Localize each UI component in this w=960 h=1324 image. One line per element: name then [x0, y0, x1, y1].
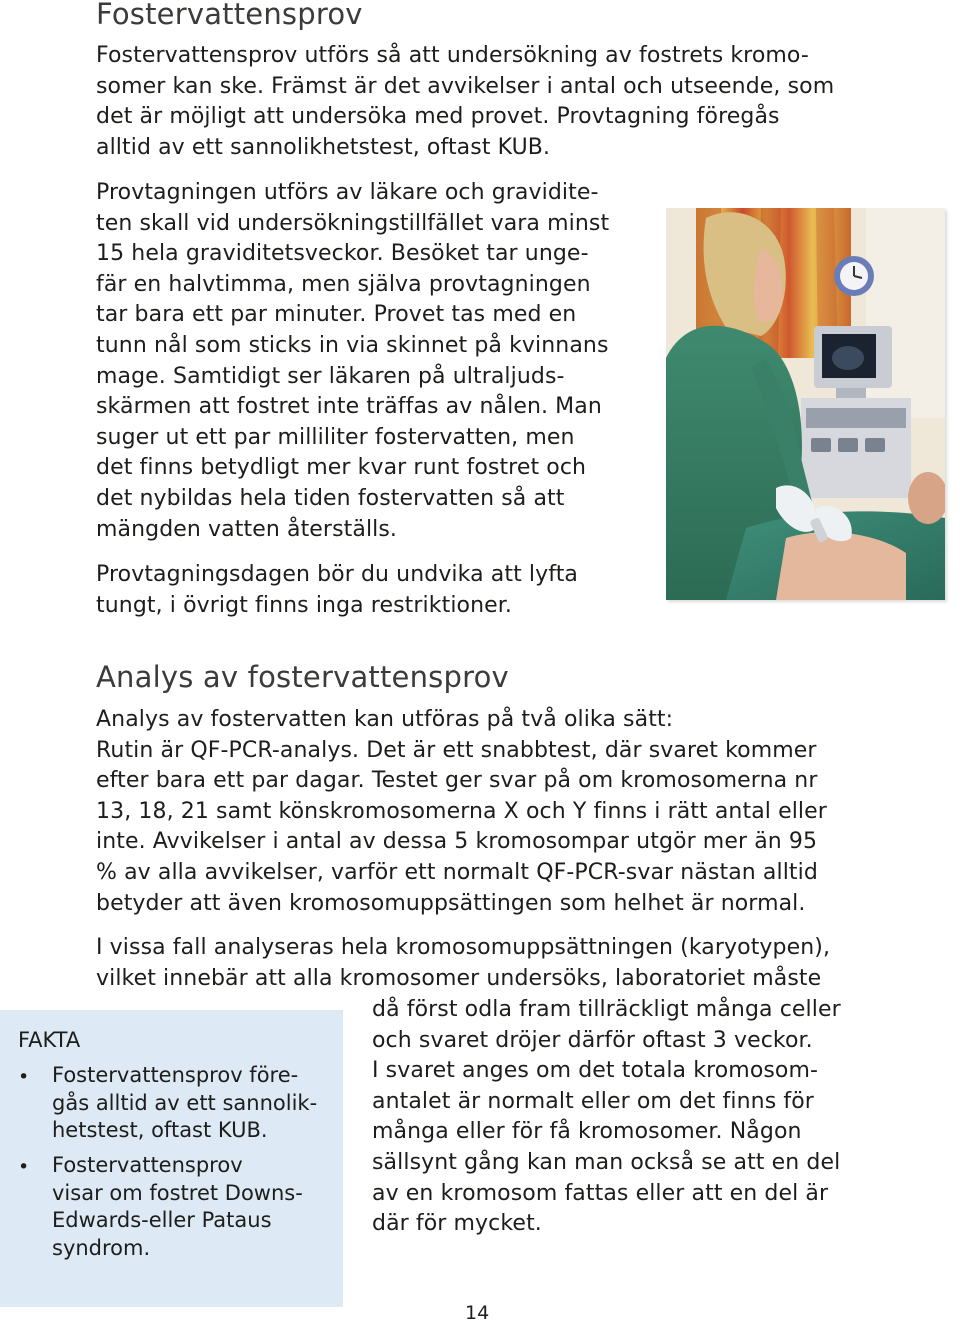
text-line: Fostervattensprov utförs så att undersökning av fostrets kromo-	[96, 43, 809, 68]
karyotype-paragraph-continued	[372, 995, 841, 1240]
text-line: inte. Avvikelser i antal av dessa 5 kromosompar utgör mer än 95	[96, 829, 818, 855]
text-line: många eller för få kromosomer. Någon	[372, 1119, 802, 1145]
text-line: hetstest, oftast KUB.	[52, 1118, 268, 1142]
text-line: skärmen att fostret inte träffas av nålen. Man	[96, 394, 602, 420]
text-line: av en kromosom fattas eller att en del är	[372, 1180, 829, 1206]
text-line: 15 hela graviditetsveckor. Besöket tar unge-	[96, 241, 589, 267]
text-line: 13, 18, 21 samt könskromosomerna X och Y finns i rätt antal eller	[96, 798, 827, 824]
text-line: Provtagningsdagen bör du undvika att lyfta	[96, 562, 579, 587]
bullet-icon: •	[18, 1156, 30, 1178]
page-number: 14	[465, 1302, 490, 1324]
text-line: suger ut ett par milliliter fostervatten, men	[96, 424, 575, 450]
section-heading-fostervattensprov: Fostervattensprov	[96, 0, 363, 31]
text-line: tungt, i övrigt finns inga restriktioner.	[96, 592, 512, 618]
analysis-paragraph	[96, 705, 827, 919]
text-line: Rutin är QF-PCR-analys. Det är ett snabbtest, där svaret kommer	[96, 737, 817, 763]
text-line: I svaret anges om det totala kromosom-	[372, 1058, 819, 1084]
text-line: alltid av ett sannolikhetstest, oftast KUB.	[96, 134, 551, 160]
text-line: Fostervattensprov före-	[52, 1063, 299, 1087]
fakta-box	[0, 1010, 343, 1307]
text-line: efter bara ett par dagar. Testet ger svar på om kromosomerna nr	[96, 768, 818, 794]
fakta-title: FAKTA	[18, 1028, 81, 1052]
text-line: det finns betydligt mer kvar runt fostret och	[96, 455, 587, 481]
text-line: syndrom.	[52, 1235, 151, 1260]
aftercare-paragraph	[96, 560, 578, 621]
bullet-icon: •	[18, 1066, 30, 1088]
text-line: det nybildas hela tiden fostervatten så att	[96, 485, 565, 511]
text-line: Analys av fostervatten kan utföras på två olika sätt:	[96, 707, 674, 732]
text-line: mängden vatten återställs.	[96, 516, 398, 542]
text-line: vilket innebär att alla kromosomer undersöks, laboratoriet måste	[96, 965, 822, 991]
text-line: betyder att även kromosomuppsättingen som helhet är normal.	[96, 890, 806, 916]
text-line: Fostervattensprov	[52, 1153, 243, 1177]
text-line: ten skall vid undersökningstillfället vara minst	[96, 210, 610, 236]
text-line: visar om fostret Downs-	[52, 1180, 303, 1205]
text-line: sällsynt gång kan man också se att en del	[372, 1149, 841, 1175]
text-line: då först odla fram tillräckligt många celler	[372, 997, 841, 1022]
amniocentesis-photo	[666, 208, 945, 600]
text-line: somer kan ske. Främst är det avvikelser i antal och utseende, som	[96, 73, 835, 99]
text-line: fär en halvtimma, men själva provtagningen	[96, 271, 591, 297]
intro-paragraph	[96, 41, 834, 163]
text-line: I vissa fall analyseras hela kromosomuppsättningen (karyotypen),	[96, 935, 831, 960]
text-line: Edwards-eller Pataus	[52, 1208, 272, 1232]
text-line: där för mycket.	[372, 1211, 542, 1237]
text-line: mage. Samtidigt ser läkaren på ultraljuds-	[96, 363, 565, 389]
text-line: det är möjligt att undersöka med provet. Provtagning föregås	[96, 104, 780, 130]
text-line: % av alla avvikelser, varför ett normalt QF-PCR-svar nästan alltid	[96, 859, 818, 885]
text-line: och svaret dröjer därför oftast 3 veckor.	[372, 1027, 813, 1053]
text-line: Provtagningen utförs av läkare och gravidite-	[96, 180, 599, 205]
karyotype-paragraph-start	[96, 933, 830, 994]
fakta-bullet-text	[52, 1152, 303, 1262]
text-line: gås alltid av ett sannolik-	[52, 1090, 318, 1115]
text-line: tar bara ett par minuter. Provet tas med en	[96, 302, 577, 328]
fakta-bullet-text	[52, 1062, 317, 1145]
procedure-paragraph	[96, 178, 609, 545]
text-line: antalet är normalt eller om det finns för	[372, 1088, 814, 1114]
text-line: tunn nål som sticks in via skinnet på kvinnans	[96, 332, 609, 358]
section-heading-analys: Analys av fostervattensprov	[96, 660, 509, 694]
